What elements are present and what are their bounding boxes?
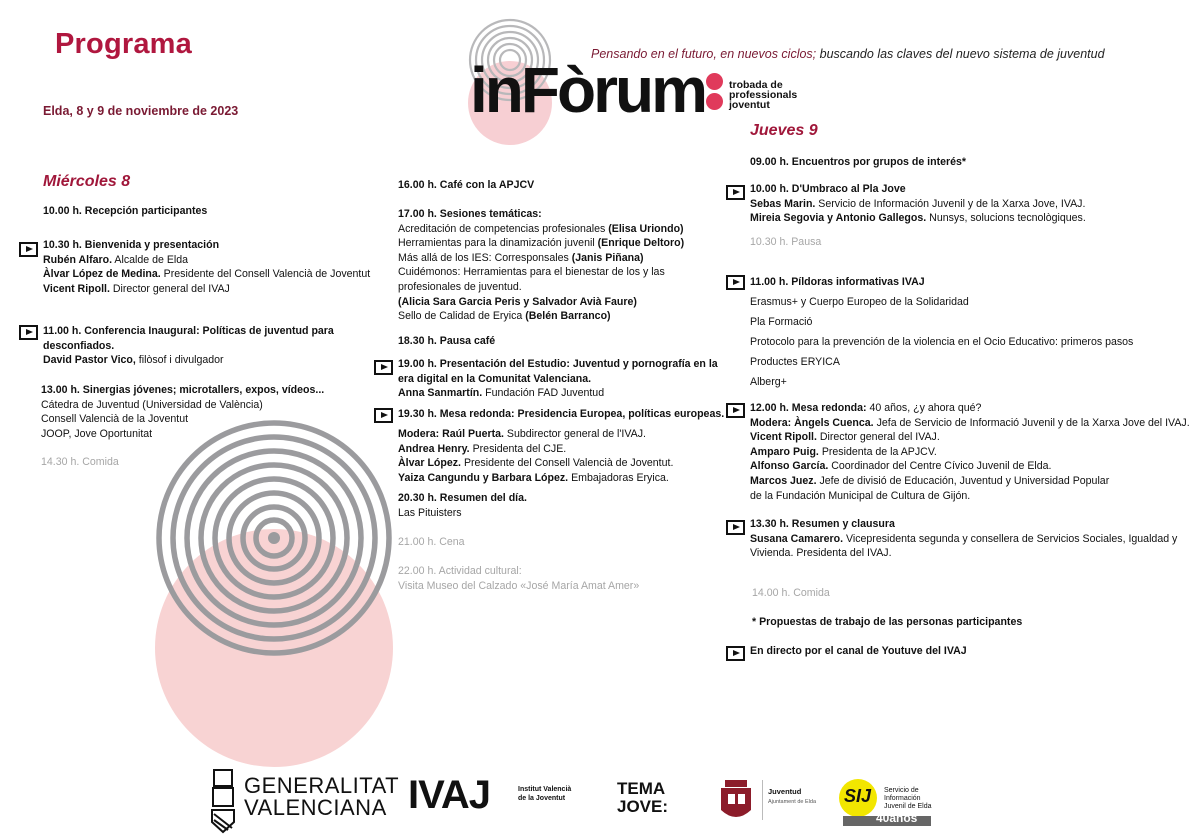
event-1400-lunch: 14.00 h. Comida [752, 587, 830, 599]
event-1000-umbraco: 10.00 h. D'Umbraco al Pla Jove Sebas Marin. Servicio de Información Juvenil y de la Xarxa Jove, IVAJ. Mireia Segovia y Antonio Gallegos. Nunsys, solucions tecnològiques. [750, 183, 1086, 225]
logo-wordmark: inFòrum [470, 54, 705, 126]
play-icon[interactable] [726, 275, 745, 290]
play-icon[interactable] [19, 242, 38, 257]
play-icon[interactable] [19, 325, 38, 340]
inforum-logo [470, 54, 705, 126]
day-heading-wednesday: Miércoles 8 [43, 173, 131, 190]
elda-crest-icon [717, 776, 755, 826]
play-icon[interactable] [726, 185, 745, 200]
play-icon[interactable] [374, 360, 393, 375]
play-icon[interactable] [726, 646, 745, 661]
event-1600-coffee: 16.00 h. Café con la APJCV [398, 179, 535, 191]
event-1200-roundtable: 12.00 h. Mesa redonda: 40 años, ¿y ahora qué? Modera: Àngels Cuenca. Jefa de Servicio de Informació Juvenil y de la Xarxa Jove del IVAJ. Vicent Ripoll. Director general del IVAJ. Amparo Puig. Presidenta de la APJCV. Alfonso García. Coordinador del Centre Cívico Juvenil de Elda. Marcos Juez. Jefe de divisió de Educación, Juventud y Universidad Popular de la Fundación Municipal de Cultura de Gijón. [750, 402, 1190, 502]
ivaj-logo: IVAJ [408, 773, 490, 817]
event-1100-pills: 11.00 h. Píldoras informativas IVAJ Erasmus+ y Cuerpo Europeo de la Solidaridad Pla Formació Protocolo para la prevención de la violencia en el Ocio Educativo: primeros pasos Productes ERYICA Alberg+ [750, 276, 1134, 388]
event-1300-synergies: 13.00 h. Sinergias jóvenes; microtallers, expos, vídeos... Cátedra de Juventud (Universidad de València) Consell Valencià de la Joventut JOOP, Jove Oportunitat [41, 384, 325, 440]
generalitat-crest-icon [208, 766, 240, 834]
event-1830-coffee-break: 18.30 h. Pausa café [398, 335, 496, 347]
sij-40-years-text: 40años [876, 811, 918, 825]
event-1030-welcome: 10.30 h. Bienvenida y presentación Rubén Alfaro. Alcalde de Elda Àlvar López de Medina. Presidente del Consell Valencià de Joventut Vicent Ripoll. Director general del IVAJ [43, 239, 371, 295]
day-heading-thursday: Jueves 9 [750, 122, 818, 139]
event-2030-summary: 20.30 h. Resumen del día. Las Pituisters [398, 492, 527, 519]
event-1030-break: 10.30 h. Pausa [750, 236, 822, 248]
event-2200-cultural: 22.00 h. Actividad cultural: Visita Museo del Calzado «José María Amat Amer» [398, 565, 640, 592]
event-1930-roundtable-title: 19.30 h. Mesa redonda: Presidencia Europea, políticas europeas. [398, 408, 725, 420]
live-stream-note: En directo por el canal de Youtuve del IVAJ [750, 645, 967, 657]
play-icon[interactable] [726, 520, 745, 535]
elda-juventud-logo: Juventud Ajuntament de Elda [768, 787, 817, 805]
play-icon[interactable] [726, 403, 745, 418]
sij-logo-subtitle: Servicio de Información Juvenil de Elda [884, 787, 932, 810]
event-1100-conference: 11.00 h. Conferencia Inaugural: Políticas de juventud para desconfiados. David Pastor Vico, filòsof i divulgador [43, 325, 334, 367]
event-1900-study: 19.00 h. Presentación del Estudio: Juventud y pornografía en la era digital en la Comunitat Valenciana. Anna Sanmartín. Fundación FAD Juventud [398, 358, 718, 400]
generalitat-logo: GENERALITAT VALENCIANA [244, 773, 400, 820]
event-1330-closing: 13.30 h. Resumen y clausura Susana Camarero. Vicepresidenta segunda y consellera de Servicios Sociales, Igualdad y Vivienda. Presidenta del IVAJ. [750, 518, 1178, 560]
ivaj-logo-subtitle: Institut Valencià de la Joventut [518, 786, 572, 802]
event-0900-groups: 09.00 h. Encuentros por grupos de interés* [750, 156, 967, 168]
footnote: * Propuestas de trabajo de las personas participantes [752, 616, 1023, 628]
tagline: Pensando en el futuro, en nuevos ciclos; buscando las claves del nuevo sistema de juventud [591, 47, 1105, 61]
event-1430-lunch: 14.30 h. Comida [41, 456, 119, 468]
event-date: Elda, 8 y 9 de noviembre de 2023 [43, 104, 239, 118]
play-icon[interactable] [374, 408, 393, 423]
event-1930-roundtable-speakers: Modera: Raúl Puerta. Subdirector general de l'IVAJ. Andrea Henry. Presidenta del CJE. Àlvar López. Presidente del Consell Valencià de Joventut. Yaiza Cangundu y Barbara López. Embajadoras Eryica. [398, 428, 674, 484]
logo-dot-top [706, 73, 723, 90]
elda-divider [762, 780, 763, 820]
sij-logo-text: SIJ [844, 786, 872, 806]
logo-subtitle: trobada de professionals joventut [729, 79, 798, 111]
tema-jove-logo: TEMA JOVE: [617, 779, 669, 816]
event-1700-sessions: 17.00 h. Sesiones temáticas: Acreditación de competencias profesionales (Elisa Uriondo) Herramientas para la dinamización juvenil (Enrique Deltoro) Más allá de los IES: Corresponsales (Janis Piñana) Cuidémonos: Herramientas para el bienestar de los y las profesionales de juventud. (Alicia Sara Garcia Peris y Salvador Avià Faure) Sello de Calidad de Eryica (Belén Barranco) [398, 208, 685, 323]
event-2100-dinner: 21.00 h. Cena [398, 536, 465, 548]
page-title: Programa [55, 28, 192, 60]
event-1000-reception: 10.00 h. Recepción participantes [43, 205, 208, 217]
logo-dot-bottom [706, 93, 723, 110]
